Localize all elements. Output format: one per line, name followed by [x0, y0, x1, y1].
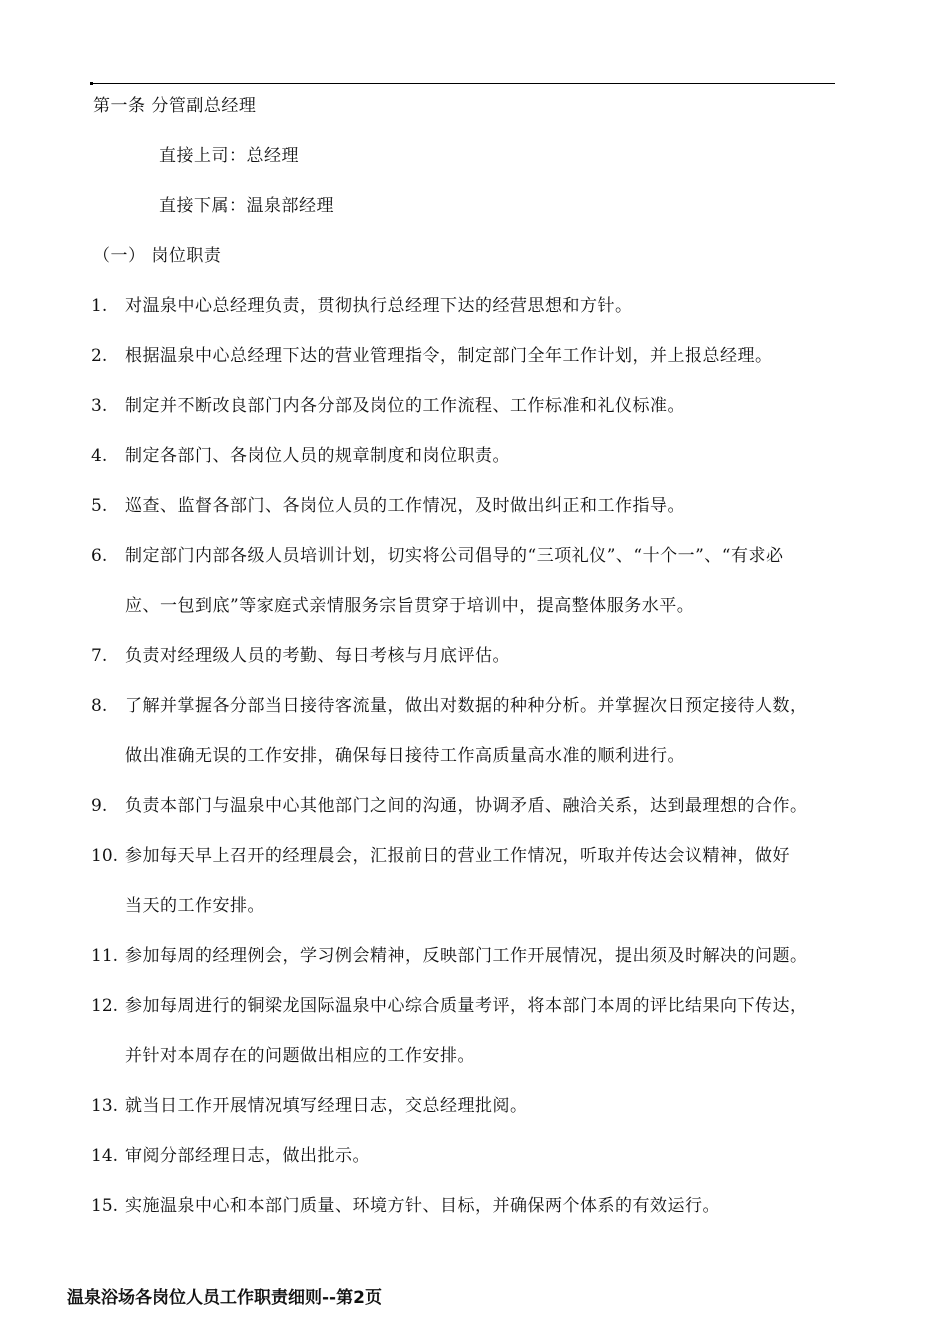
list-item-text: 当天的工作安排。: [125, 896, 265, 916]
list-item-number: 7.: [91, 646, 108, 666]
list-item-text: 应、一包到底”等家庭式亲情服务宗旨贯穿于培训中，提高整体服务水平。: [125, 596, 695, 616]
list-item-text: 制定部门内部各级人员培训计划，切实将公司倡导的“三项礼仪”、“十个一”、“有求必: [125, 546, 784, 566]
list-item-text: 并针对本周存在的问题做出相应的工作安排。: [125, 1046, 475, 1066]
list-item-number: 10.: [91, 846, 119, 866]
list-item-number: 11.: [91, 946, 119, 966]
list-item-text: 就当日工作开展情况填写经理日志，交总经理批阅。: [125, 1096, 528, 1116]
list-item-number: 9.: [91, 796, 108, 816]
section-heading: （一） 岗位职责: [93, 246, 222, 266]
list-item-number: 13.: [91, 1096, 119, 1116]
header-rule: [93, 83, 835, 84]
article-title: 第一条 分管副总经理: [93, 96, 257, 116]
list-item-number: 4.: [91, 446, 108, 466]
direct-subordinate: 直接下属：温泉部经理: [159, 196, 334, 216]
list-item-text: 审阅分部经理日志，做出批示。: [125, 1146, 370, 1166]
list-item-number: 12.: [91, 996, 119, 1016]
page-footer: 温泉浴场各岗位人员工作职责细则--第2页: [67, 1288, 382, 1308]
list-item-text: 对温泉中心总经理负责，贯彻执行总经理下达的经营思想和方针。: [125, 296, 633, 316]
list-item-number: 3.: [91, 396, 108, 416]
list-item-number: 5.: [91, 496, 108, 516]
list-item-text: 巡查、监督各部门、各岗位人员的工作情况，及时做出纠正和工作指导。: [125, 496, 685, 516]
list-item-text: 负责本部门与温泉中心其他部门之间的沟通，协调矛盾、融洽关系，达到最理想的合作。: [125, 796, 808, 816]
list-item-number: 1.: [91, 296, 108, 316]
list-item-text: 制定并不断改良部门内各分部及岗位的工作流程、工作标准和礼仪标准。: [125, 396, 685, 416]
list-item-text: 制定各部门、各岗位人员的规章制度和岗位职责。: [125, 446, 510, 466]
list-item-number: 14.: [91, 1146, 119, 1166]
list-item-text: 根据温泉中心总经理下达的营业管理指令，制定部门全年工作计划，并上报总经理。: [125, 346, 773, 366]
list-item-text: 参加每天早上召开的经理晨会，汇报前日的营业工作情况，听取并传达会议精神，做好: [125, 846, 790, 866]
list-item-text: 做出准确无误的工作安排，确保每日接待工作高质量高水准的顺利进行。: [125, 746, 685, 766]
direct-superior: 直接上司：总经理: [159, 146, 299, 166]
list-item-number: 6.: [91, 546, 108, 566]
list-item-number: 8.: [91, 696, 108, 716]
list-item-number: 2.: [91, 346, 108, 366]
list-item-text: 负责对经理级人员的考勤、每日考核与月底评估。: [125, 646, 510, 666]
list-item-text: 参加每周的经理例会，学习例会精神，反映部门工作开展情况，提出须及时解决的问题。: [125, 946, 808, 966]
list-item-text: 实施温泉中心和本部门质量、环境方针、目标，并确保两个体系的有效运行。: [125, 1196, 720, 1216]
list-item-text: 了解并掌握各分部当日接待客流量，做出对数据的种种分析。并掌握次日预定接待人数，: [125, 696, 808, 716]
list-item-text: 参加每周进行的铜梁龙国际温泉中心综合质量考评，将本部门本周的评比结果向下传达，: [125, 996, 808, 1016]
list-item-number: 15.: [91, 1196, 119, 1216]
